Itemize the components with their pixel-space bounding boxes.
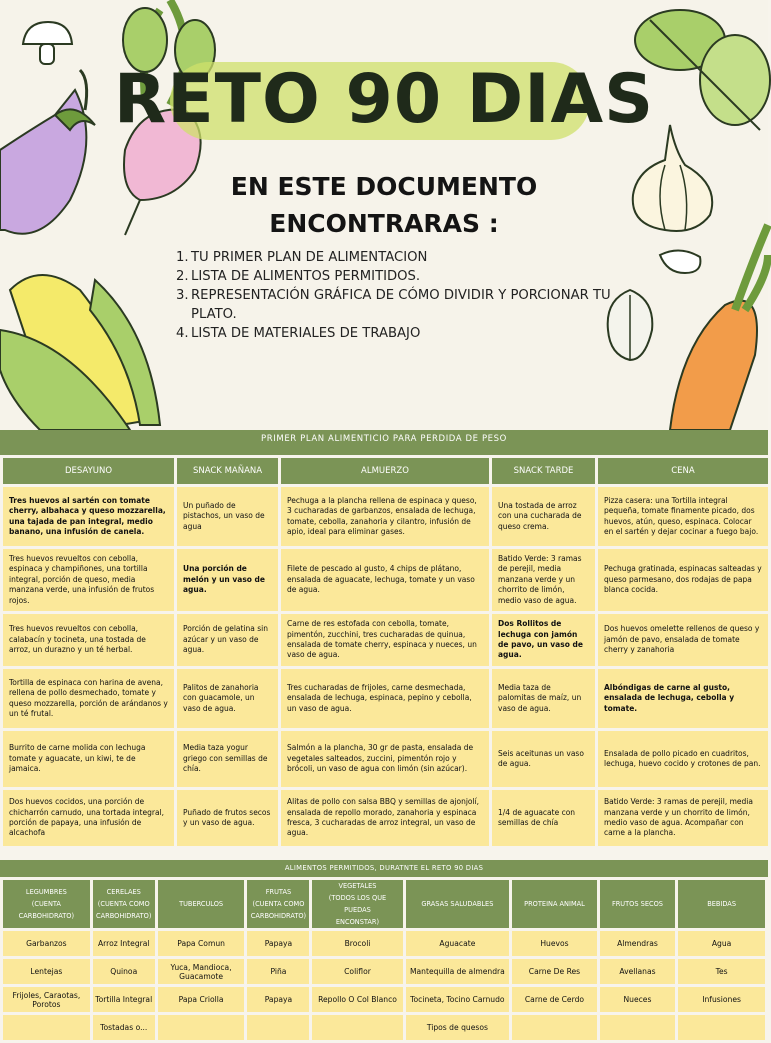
table-cell: Filete de pescado al gusto, 4 chips de plátano, ensalada de aguacate, lechuga, tomate y un vaso de agua. [281, 549, 489, 611]
table-row [3, 549, 768, 611]
table-cell [678, 1015, 765, 1040]
table-cell: Ensalada de pollo picado en cuadritos, lechuga, huevo cocido y crotones de pan. [598, 731, 768, 787]
contents-list [176, 248, 616, 343]
foods-title: ALIMENTOS PERMITIDOS, DURATNTE EL RETO 90 DIAS [0, 860, 768, 877]
header-tuberculos: TUBERCULOS [158, 880, 245, 928]
table-cell [600, 1015, 675, 1040]
list-text: LISTA DE MATERIALES DE TRABAJO [191, 326, 421, 341]
list-number: 4. [176, 326, 189, 341]
table-cell: Dos huevos omelette rellenos de queso y jamón de pavo, ensalada de tomate cherry y zanahoria [598, 614, 768, 666]
table-cell: Frijoles, Caraotas, Porotos [3, 987, 90, 1012]
table-row [3, 790, 768, 846]
table-cell: Quinoa [93, 959, 155, 984]
table-cell: 1/4 de aguacate con semillas de chía [492, 790, 595, 846]
table-cell: Coliflor [312, 959, 402, 984]
list-number: 3. [176, 288, 189, 303]
allowed-foods-table [0, 877, 768, 1043]
table-cell: Nueces [600, 987, 675, 1012]
table-cell: Albóndigas de carne al gusto, ensalada de lechuga, cebolla y tomate. [598, 669, 768, 728]
table-cell: Huevos [512, 931, 597, 956]
table-row [3, 669, 768, 728]
list-item [176, 286, 616, 324]
table-cell: Salmón a la plancha, 30 gr de pasta, ensalada de vegetales salteados, zuccini, pimentón rojo y brócoli, un vaso de agua con limón (sin azúcar). [281, 731, 489, 787]
table-cell: Pizza casera: una Tortilla integral pequeña, tomate finamente picado, dos huevos, atún, queso, espinaca. Colocar en el sartén y dejar cocinar a fuego bajo. [598, 487, 768, 546]
table-cell [158, 1015, 245, 1040]
header-frutos-secos: FRUTOS SECOS [600, 880, 675, 928]
meal-plan-table [0, 455, 771, 849]
header-snack-manana: SNACK MAÑANA [177, 458, 278, 484]
table-cell: Piña [247, 959, 309, 984]
header-cena: CENA [598, 458, 768, 484]
corn-icon [0, 250, 170, 430]
header-grasas: GRASAS SALUDABLES [406, 880, 510, 928]
table-cell [512, 1015, 597, 1040]
table-cell: Dos huevos cocidos, una porción de chicharrón carnudo, una tortada integral, porción de papaya, una infusión de alcachofa [3, 790, 174, 846]
table-cell: Papa Comun [158, 931, 245, 956]
header-cereales: CERELAES (CUENTA COMO CARBOHIDRATO) [93, 880, 155, 928]
table-row [3, 1015, 765, 1040]
table-cell: Agua [678, 931, 765, 956]
table-cell: Carne de Cerdo [512, 987, 597, 1012]
table-row [3, 987, 765, 1012]
table-cell: Seis aceitunas un vaso de agua. [492, 731, 595, 787]
table-cell: Tortilla de espinaca con harina de avena, rellena de pollo desmechado, tomate y queso mozzarella, porción de arándanos y un té frutal. [3, 669, 174, 728]
table-cell: Brocoli [312, 931, 402, 956]
header-bebidas: BEBIDAS [678, 880, 765, 928]
table-row [3, 731, 768, 787]
table-cell: Media taza yogur griego con semillas de chía. [177, 731, 278, 787]
header-almuerzo: ALMUERZO [281, 458, 489, 484]
table-row [3, 931, 765, 956]
table-cell: Infusiones [678, 987, 765, 1012]
table-cell: Tes [678, 959, 765, 984]
table-cell: Tipos de quesos [406, 1015, 510, 1040]
page-title: RETO 90 DIAS [113, 60, 655, 139]
table-cell: Tres huevos revueltos con cebolla, calabacín y tocineta, una tostada de arroz, un durazno y un té herbal. [3, 614, 174, 666]
table-cell: Media taza de palomitas de maíz, un vaso de agua. [492, 669, 595, 728]
header-vegetales: VEGETALES (TODOS LOS QUE PUEDAS ENCONSTAR) [312, 880, 402, 928]
list-item [176, 267, 616, 286]
header-proteina: PROTEINA ANIMAL [512, 880, 597, 928]
table-cell: Mantequilla de almendra [406, 959, 510, 984]
table-cell: Pechuga gratinada, espinacas salteadas y queso parmesano, dos rodajas de papa blanca cocida. [598, 549, 768, 611]
hero-section [0, 0, 768, 430]
table-row [3, 959, 765, 984]
table-cell: Carne de res estofada con cebolla, tomate, pimentón, zucchini, tres cucharadas de quinua, ensalada de tomate cherry, espinaca y nueces, un vaso de agua. [281, 614, 489, 666]
table-cell: Garbanzos [3, 931, 90, 956]
table-cell: Un puñado de pistachos, un vaso de agua [177, 487, 278, 546]
table-cell: Aguacate [406, 931, 510, 956]
table-cell: Porción de gelatina sin azúcar y un vaso de agua. [177, 614, 278, 666]
table-cell: Lentejas [3, 959, 90, 984]
list-item [176, 324, 616, 343]
table-cell: Tres cucharadas de frijoles, carne desmechada, ensalada de lechuga, espinaca, pepino y cebolla, un vaso de agua. [281, 669, 489, 728]
table-cell: Una porción de melón y un vaso de agua. [177, 549, 278, 611]
table-cell: Puñado de frutos secos y un vaso de agua. [177, 790, 278, 846]
table-cell: Almendras [600, 931, 675, 956]
table-cell: Batido Verde: 3 ramas de perejil, media manzana verde y un chorrito de limón, medio vaso de agua. [492, 549, 595, 611]
table-cell: Una tostada de arroz con una cucharada de queso crema. [492, 487, 595, 546]
table-cell [3, 1015, 90, 1040]
table-cell: Alitas de pollo con salsa BBQ y semillas de ajonjolí, ensalada de repollo morado, zanahoria y espinaca fresca, 3 cucharadas de arroz integral, un vaso de agua. [281, 790, 489, 846]
table-cell: Tocineta, Tocino Carnudo [406, 987, 510, 1012]
list-item [176, 248, 616, 267]
list-number: 1. [176, 250, 189, 265]
subtitle [0, 168, 768, 242]
table-cell: Papaya [247, 987, 309, 1012]
list-text: LISTA DE ALIMENTOS PERMITIDOS. [191, 269, 421, 284]
list-number: 2. [176, 269, 189, 284]
table-cell: Tres huevos al sartén con tomate cherry, albahaca y queso mozzarella, una tajada de pan integral, medio banano, una infusión de canela. [3, 487, 174, 546]
bean-icon [655, 245, 705, 277]
table-cell [247, 1015, 309, 1040]
meal-plan-title: PRIMER PLAN ALIMENTICIO PARA PERDIDA DE PESO [0, 430, 768, 455]
table-row [3, 614, 768, 666]
table-cell [312, 1015, 402, 1040]
header-desayuno: DESAYUNO [3, 458, 174, 484]
subtitle-line-2: ENCONTRARAS : [269, 209, 499, 238]
table-cell: Batido Verde: 3 ramas de perejil, media manzana verde y un chorrito de limón, medio vaso de agua. Acompañar con carne a la plancha. [598, 790, 768, 846]
table-cell: Papa Criolla [158, 987, 245, 1012]
subtitle-line-1: EN ESTE DOCUMENTO [230, 172, 538, 201]
header-snack-tarde: SNACK TARDE [492, 458, 595, 484]
header-legumbres: LEGUMBRES (CUENTA CARBOHIDRATO) [3, 880, 90, 928]
table-cell: Yuca, Mandioca, Guacamote [158, 959, 245, 984]
table-cell: Palitos de zanahoria con guacamole, un vaso de agua. [177, 669, 278, 728]
list-text: TU PRIMER PLAN DE ALIMENTACION [191, 250, 428, 265]
table-cell: Dos Rollitos de lechuga con jamón de pavo, un vaso de agua. [492, 614, 595, 666]
table-cell: Carne De Res [512, 959, 597, 984]
table-cell: Avellanas [600, 959, 675, 984]
table-cell: Papaya [247, 931, 309, 956]
header-frutas: FRUTAS (CUENTA COMO CARBOHIDRATO) [247, 880, 309, 928]
table-cell: Tostadas o... [93, 1015, 155, 1040]
table-cell: Tres huevos revueltos con cebolla, espinaca y champiñones, una tortilla integral, porción de queso, media manzana verde, una infusión de frutos rojos. [3, 549, 174, 611]
table-row [3, 487, 768, 546]
list-text: REPRESENTACIÓN GRÁFICA DE CÓMO DIVIDIR Y PORCIONAR TU PLATO. [191, 288, 611, 322]
table-cell: Burrito de carne molida con lechuga tomate y aguacate, un kiwi, te de jamaica. [3, 731, 174, 787]
table-cell: Arroz Integral [93, 931, 155, 956]
table-cell: Pechuga a la plancha rellena de espinaca y queso, 3 cucharadas de garbanzos, ensalada de lechuga, tomate, cebolla, zanahoria y cilantro, infusión de apio, ideal para eliminar gases. [281, 487, 489, 546]
table-cell: Repollo O Col Blanco [312, 987, 402, 1012]
table-cell: Tortilla Integral [93, 987, 155, 1012]
